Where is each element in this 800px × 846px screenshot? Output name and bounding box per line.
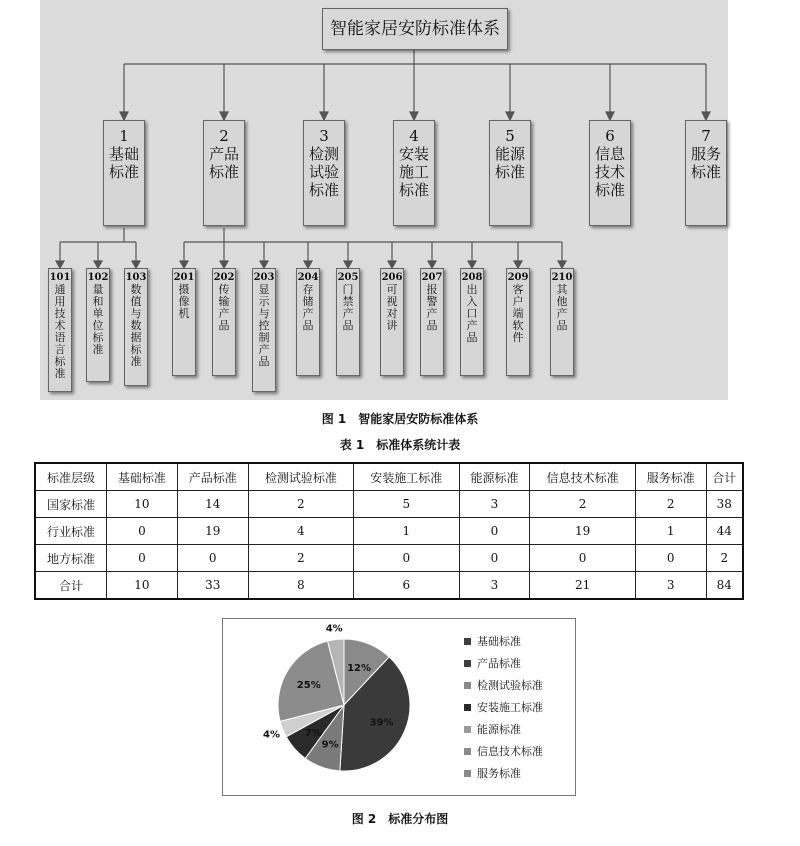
table-cell: 4 [248,518,353,545]
table-cell: 合计 [35,572,107,600]
subitem-label: 其他产品 [556,283,568,332]
table-cell: 国家标准 [35,491,107,518]
legend-item [464,674,543,696]
table-cell: 3 [635,572,706,600]
legend-label: 能源标准 [477,723,521,736]
legend-label: 基础标准 [477,635,521,648]
table-cell: 3 [459,491,530,518]
category-label: 能源标准 [494,145,525,181]
table-header-cell: 服务标准 [635,463,706,491]
table-cell: 1 [354,518,459,545]
table-cell: 1 [635,518,706,545]
subitem-number: 205 [337,272,359,283]
subitem-number: 206 [381,272,403,283]
subitem-label: 摄像机 [178,283,190,320]
legend-item [464,696,543,718]
table-cell: 84 [706,572,743,600]
table-cell: 10 [107,491,178,518]
subitem-number: 201 [173,272,195,283]
legend-swatch [464,682,471,689]
subitem-number: 204 [297,272,319,283]
legend-swatch [464,660,471,667]
subitem-number: 209 [507,272,529,283]
legend-label: 服务标准 [477,767,521,780]
table-cell: 19 [530,518,635,545]
table-1-caption: 表 1 标准体系统计表 [339,438,461,452]
table-header-cell: 安装施工标准 [354,463,459,491]
subitem-label: 客户端软件 [512,283,524,344]
subitem-number: 208 [461,272,483,283]
legend-item [464,740,543,762]
figure-2-caption: 图 2 标准分布图 [351,812,449,826]
table-cell: 3 [459,572,530,600]
category-label: 服务标准 [690,145,721,181]
category-number: 6 [605,127,615,145]
pie-legend [464,630,543,784]
legend-label: 产品标准 [477,657,521,670]
subitem-label: 出入口产品 [466,283,478,344]
table-cell: 5 [354,491,459,518]
table-cell: 8 [248,572,353,600]
table-cell: 2 [248,545,353,572]
pie-value-label: 39% [369,717,394,729]
subitem-number: 103 [125,272,147,283]
table-cell: 19 [177,518,248,545]
table-cell: 0 [459,518,530,545]
category-number: 7 [701,127,711,145]
category-number: 1 [119,127,129,145]
table-cell: 33 [177,572,248,600]
pie-value-label: 12% [347,662,372,674]
pie-value-label: 7% [304,728,322,740]
subitem-label: 数值与数据标准 [130,283,142,368]
category-label: 产品标准 [208,145,239,181]
table-cell: 0 [635,545,706,572]
subitem-label: 传输产品 [218,283,230,332]
table-cell: 2 [635,491,706,518]
legend-label: 检测试验标准 [477,679,543,692]
pie-value-label: 9% [321,739,339,751]
pie-value-label: 4% [325,623,343,635]
legend-item [464,762,543,784]
table-header-cell: 检测试验标准 [248,463,353,491]
table-cell: 0 [530,545,635,572]
table-cell: 38 [706,491,743,518]
subitem-number: 202 [213,272,235,283]
subitem-number: 207 [421,272,443,283]
table-cell: 0 [177,545,248,572]
legend-item [464,652,543,674]
table-cell: 10 [107,572,178,600]
table-cell: 2 [530,491,635,518]
subitem-label: 门禁产品 [342,283,354,332]
subitem-label: 可视对讲 [386,283,398,332]
legend-swatch [464,726,471,733]
table-cell: 44 [706,518,743,545]
figure-1-caption: 图 1 智能家居安防标准体系 [321,412,479,426]
table-header-cell: 产品标准 [177,463,248,491]
table-header-cell: 基础标准 [107,463,178,491]
subitem-label: 通用技术语言标准 [54,283,66,380]
legend-swatch [464,748,471,755]
table-header-cell: 信息技术标准 [530,463,635,491]
subitem-number: 101 [49,272,71,283]
subitem-label: 报警产品 [426,283,438,332]
table-header-cell: 合计 [706,463,743,491]
category-number: 3 [319,127,329,145]
table-cell: 0 [354,545,459,572]
subitem-label: 量和单位标准 [92,283,104,356]
legend-label: 安装施工标准 [477,701,543,714]
legend-item [464,630,543,652]
category-number: 2 [219,127,229,145]
table-cell: 2 [706,545,743,572]
table-header-cell: 能源标准 [459,463,530,491]
category-label: 基础标准 [108,145,139,181]
subitem-label: 存储产品 [302,283,314,332]
legend-swatch [464,704,471,711]
table-cell: 6 [354,572,459,600]
pie-value-label: 25% [296,680,321,692]
legend-item [464,718,543,740]
table-cell: 14 [177,491,248,518]
table-cell: 地方标准 [35,545,107,572]
subitem-label: 显示与控制产品 [258,283,270,368]
subitem-number: 102 [87,272,109,283]
legend-label: 信息技术标准 [477,745,543,758]
table-cell: 行业标准 [35,518,107,545]
table-cell: 0 [459,545,530,572]
category-number: 5 [505,127,515,145]
legend-swatch [464,770,471,777]
category-number: 4 [409,127,419,145]
table-header-cell: 标准层级 [35,463,107,491]
subitem-number: 203 [253,272,275,283]
pie-value-label: 4% [262,729,280,741]
category-label: 检测试验标准 [308,145,339,199]
diagram-root-box: 智能家居安防标准体系 [322,8,508,50]
table-cell: 21 [530,572,635,600]
table-cell: 0 [107,545,178,572]
table-cell: 2 [248,491,353,518]
subitem-number: 210 [551,272,573,283]
table-cell: 0 [107,518,178,545]
category-label: 安装施工标准 [398,145,429,199]
legend-swatch [464,638,471,645]
category-label: 信息技术标准 [594,145,625,199]
